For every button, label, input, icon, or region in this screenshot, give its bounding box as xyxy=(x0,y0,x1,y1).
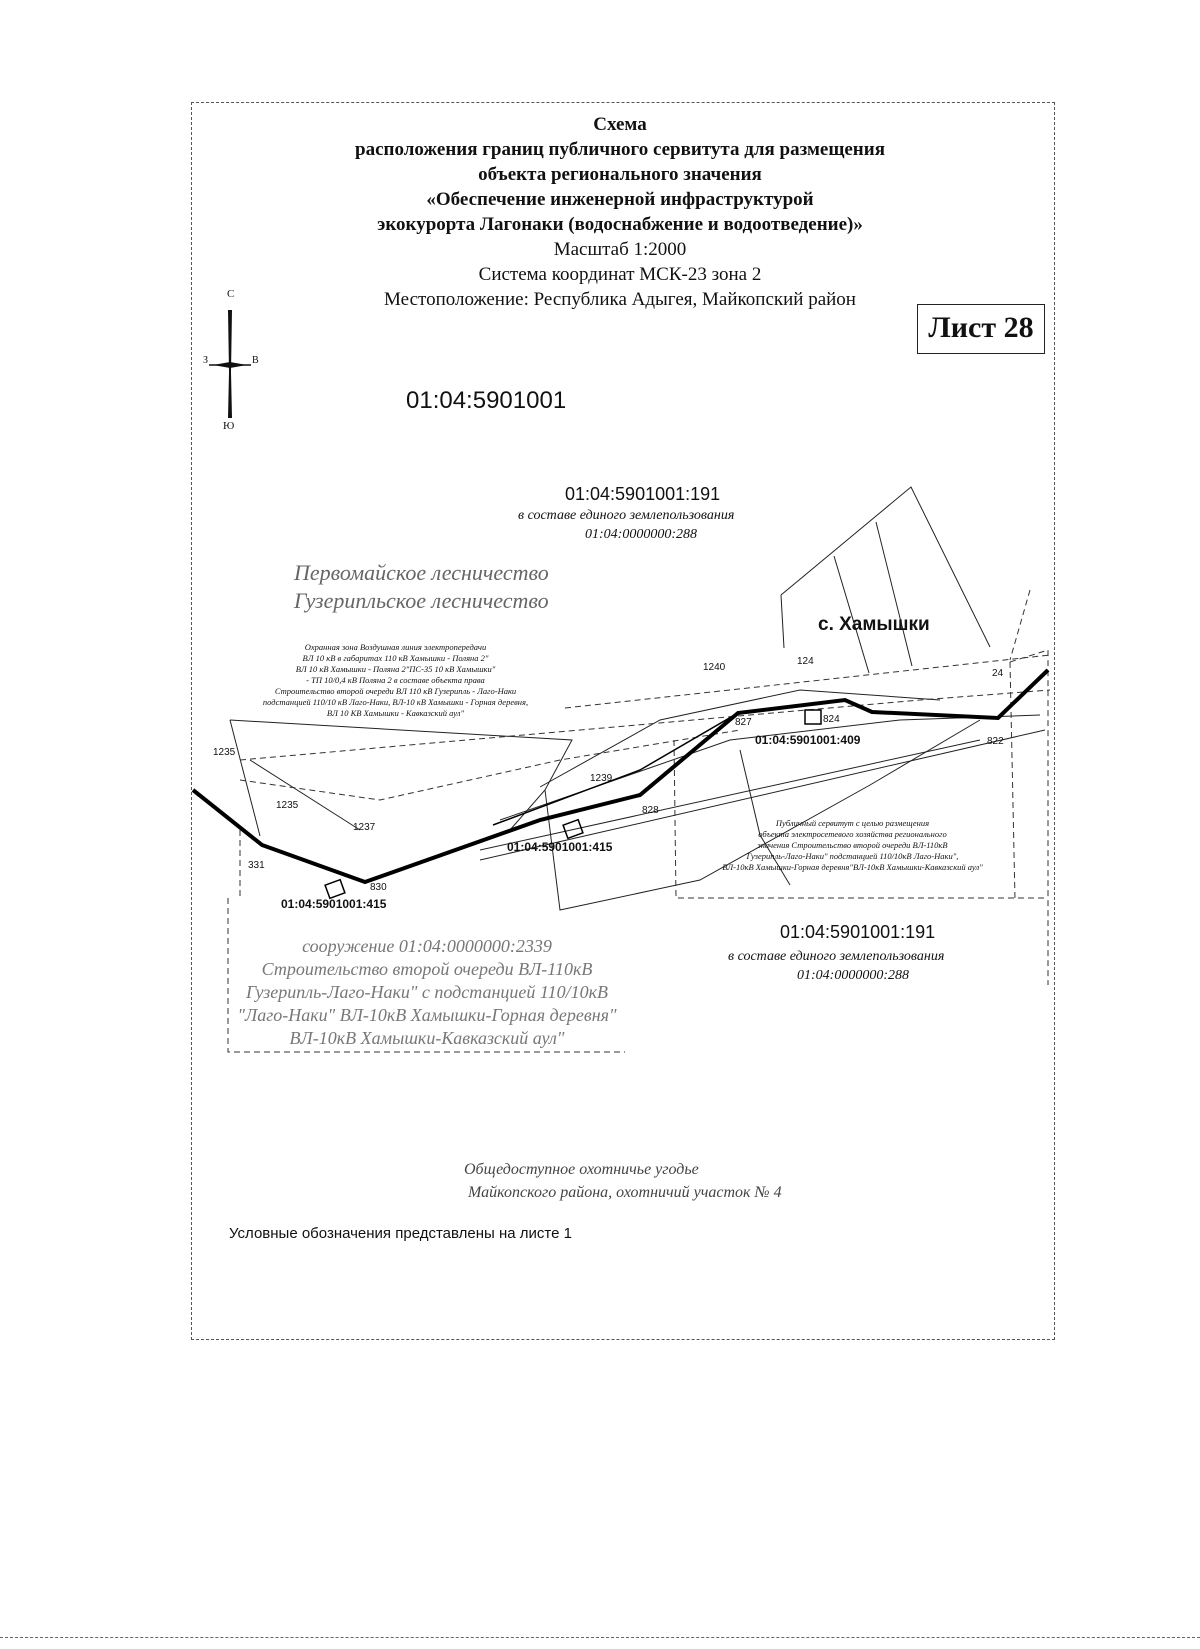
point-label: 830 xyxy=(370,882,387,893)
crs-text: Система координат МСК-23 зона 2 xyxy=(478,264,762,285)
point-label: 124 xyxy=(797,656,814,667)
servitude-note-line: ВЛ-10кВ Хамышки-Горная деревня"ВЛ-10кВ Хамышки-Кавказский аул" xyxy=(722,862,983,872)
block-number: 01:04:5901001 xyxy=(406,387,567,414)
parcel-415-left-label: 01:04:5901001:415 xyxy=(281,897,387,911)
parcel-191-bottom-sub1: в составе единого землепользования xyxy=(728,949,945,964)
point-label: 824 xyxy=(823,714,840,725)
structure-note-line: ВЛ-10кВ Хамышки-Кавказский аул" xyxy=(289,1028,565,1048)
point-label: 827 xyxy=(735,717,752,728)
hunting-line-1: Общедоступное охотничье угодье xyxy=(464,1161,699,1178)
point-label: 1240 xyxy=(703,662,726,673)
pole-marker xyxy=(563,820,583,839)
scale-text: Масштаб 1:2000 xyxy=(553,239,687,260)
servitude-note-line: значения Строительство второй очереди ВЛ-110кВ xyxy=(757,840,948,850)
point-label: 331 xyxy=(248,860,265,871)
protection-zone-note-line: - ТП 10/0,4 кВ Поляна 2 в составе объекта права xyxy=(306,675,485,685)
hunting-line-2: Майкопского района, охотничий участок № 4 xyxy=(468,1184,782,1201)
parcel-191-top-number: 01:04:5901001:191 xyxy=(565,484,721,504)
point-label: 1239 xyxy=(590,773,613,784)
protection-zone-note-line: ВЛ 10 кВ Хамышки - Поляна 2"ПС-35 10 кВ Хамышки" xyxy=(295,664,496,674)
legend-note: Условные обозначения представлены на листе 1 xyxy=(229,1225,572,1242)
structure-note-line: Гузерипль-Лаго-Наки" с подстанцией 110/10кВ xyxy=(245,982,608,1002)
compass-west: З xyxy=(203,355,209,366)
protection-zone-boundary xyxy=(230,720,572,830)
sheet-number-box: Лист 28 xyxy=(917,304,1045,354)
title-line-5: экокурорта Лагонаки (водоснабжение и водоотведение)» xyxy=(377,214,863,235)
structure-note-line: сооружение 01:04:0000000:2339 xyxy=(302,936,552,956)
servitude-note-line: Гузерипль-Лаго-Наки" подстанцией 110/10кВ Лаго-Наки", xyxy=(746,851,959,861)
structure-note-line: Строительство второй очереди ВЛ-110кВ xyxy=(261,959,593,979)
protection-zone-note-line: подстанцией 110/10 кВ Лаго-Наки, ВЛ-10 кВ Хамышки - Горная деревня, xyxy=(262,697,529,707)
parcel-191-bottom-sub2: 01:04:0000000:288 xyxy=(797,968,909,983)
forestry-line-2: Гузерипльское лесничество xyxy=(294,588,549,613)
pole-marker xyxy=(805,710,821,724)
point-label: 1237 xyxy=(353,822,376,833)
protection-zone-note-line: Охранная зона Воздушная линия электропередачи xyxy=(304,642,487,652)
structure-note xyxy=(232,935,622,1050)
title-line-1: Схема xyxy=(593,114,647,135)
location-text: Местоположение: Республика Адыгея, Майкопский район xyxy=(384,289,856,310)
parcel-191-bottom-number: 01:04:5901001:191 xyxy=(780,922,936,942)
protection-zone-note-line: ВЛ 10 кВ в габаритах 110 кВ Хамышки - Поляна 2" xyxy=(302,653,489,663)
compass-east: В xyxy=(252,355,259,366)
point-label: 24 xyxy=(992,668,1004,679)
pole-marker xyxy=(325,880,345,899)
point-label: 828 xyxy=(642,805,659,816)
settlement-label: с. Хамышки xyxy=(818,614,930,635)
parcel-409-label: 01:04:5901001:409 xyxy=(755,733,861,747)
servitude-note xyxy=(680,818,1025,873)
parcel-191-top-sub2: 01:04:0000000:288 xyxy=(585,527,697,542)
compass-south: Ю xyxy=(223,420,235,432)
protection-zone-note xyxy=(218,642,573,719)
point-label: 1235 xyxy=(276,800,299,811)
parcel-415-mid-label: 01:04:5901001:415 xyxy=(507,840,613,854)
title-line-3: объекта регионального значения xyxy=(478,164,762,185)
servitude-note-line: объекта электросетевого хозяйства регионального xyxy=(758,829,947,839)
point-label: 1235 xyxy=(213,747,236,758)
point-label: 822 xyxy=(987,736,1004,747)
parcel-191-top-sub1: в составе единого землепользования xyxy=(518,508,735,523)
structure-note-line: "Лаго-Наки" ВЛ-10кВ Хамышки-Горная деревня" xyxy=(237,1005,617,1025)
compass-north: С xyxy=(227,288,235,300)
servitude-note-line: Публичный сервитут с целью размещения xyxy=(775,818,930,828)
title-line-4: «Обеспечение инженерной инфраструктурой xyxy=(426,189,814,210)
forestry-line-1: Первомайское лесничество xyxy=(294,560,549,585)
page-edge-line xyxy=(0,1637,1200,1638)
protection-zone-note-line: ВЛ 10 КВ Хамышки - Кавказский аул" xyxy=(326,708,465,718)
title-line-2: расположения границ публичного сервитута для размещения xyxy=(355,139,885,160)
protection-zone-note-line: Строительство второй очереди ВЛ 110 кВ Гузерипль - Лаго-Наки xyxy=(274,686,517,696)
